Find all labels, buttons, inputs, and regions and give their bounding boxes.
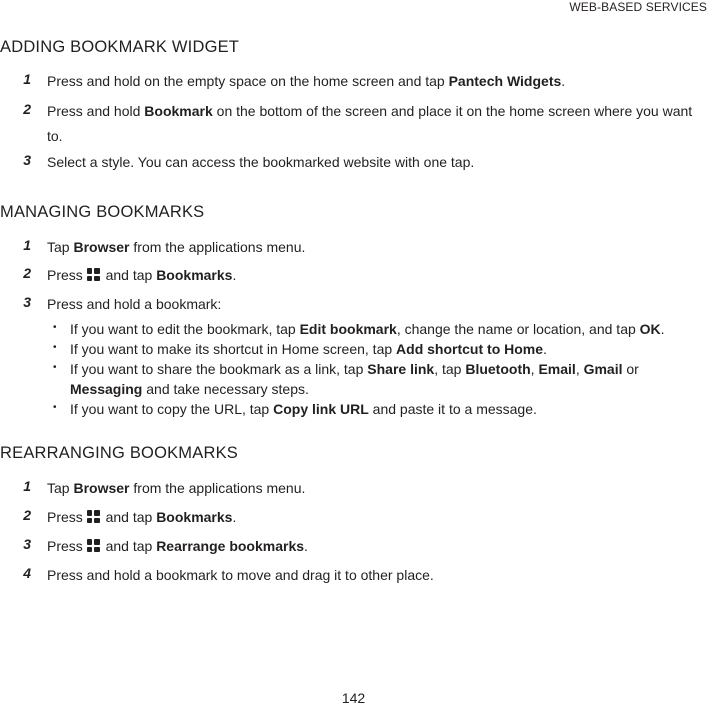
bullet-dot: • (53, 362, 57, 373)
step-text: Press and tap Bookmarks. (47, 267, 237, 283)
step-number: 2 (23, 265, 31, 281)
step-number: 1 (23, 237, 31, 253)
menu-grid-icon (87, 268, 100, 281)
step-text: Tap Browser from the applications menu. (47, 239, 306, 255)
step-number: 3 (23, 294, 31, 310)
step-text: Select a style. You can access the bookmarked website with one tap. (47, 154, 475, 170)
section-title-managing: MANAGING BOOKMARKS (0, 203, 205, 221)
step-text: Press and hold a bookmark to move and drag it to other place. (47, 567, 434, 583)
step-number: 4 (23, 565, 31, 581)
menu-grid-icon (87, 539, 100, 552)
step-number: 2 (23, 101, 31, 117)
menu-grid-icon (87, 510, 100, 523)
step-text: Press and hold Bookmark on the bottom of the screen and place it on the home screen where you want to. (47, 103, 693, 144)
step-number: 1 (23, 71, 31, 87)
running-title: WEB-BASED SERVICES (569, 0, 707, 14)
step-text: Press and hold a bookmark: (47, 296, 222, 312)
bullet-text: If you want to make its shortcut in Home screen, tap Add shortcut to Home. (70, 341, 547, 357)
step-text: Tap Browser from the applications menu. (47, 480, 306, 496)
step-text: Press and tap Rearrange bookmarks. (47, 538, 308, 554)
bullet-dot: • (53, 402, 57, 413)
bullet-dot: • (53, 322, 57, 333)
bullet-text: If you want to share the bookmark as a link, tap Share link, tap Bluetooth, Email, Gmail or Messaging and take necessary steps. (70, 361, 639, 397)
page-number: 142 (341, 690, 366, 706)
step-number: 1 (23, 478, 31, 494)
step-text: Press and tap Bookmarks. (47, 509, 237, 525)
section-title-rearranging: REARRANGING BOOKMARKS (0, 444, 238, 462)
bullet-text: If you want to copy the URL, tap Copy link URL and paste it to a message. (70, 401, 537, 417)
step-text: Press and hold on the empty space on the home screen and tap Pantech Widgets. (47, 73, 566, 89)
step-number: 3 (23, 152, 31, 168)
step-number: 2 (23, 507, 31, 523)
section-title-adding: ADDING BOOKMARK WIDGET (0, 38, 240, 56)
bullet-dot: • (53, 342, 57, 353)
step-number: 3 (23, 536, 31, 552)
bullet-text: If you want to edit the bookmark, tap Edit bookmark, change the name or location, and tap OK. (70, 321, 665, 337)
